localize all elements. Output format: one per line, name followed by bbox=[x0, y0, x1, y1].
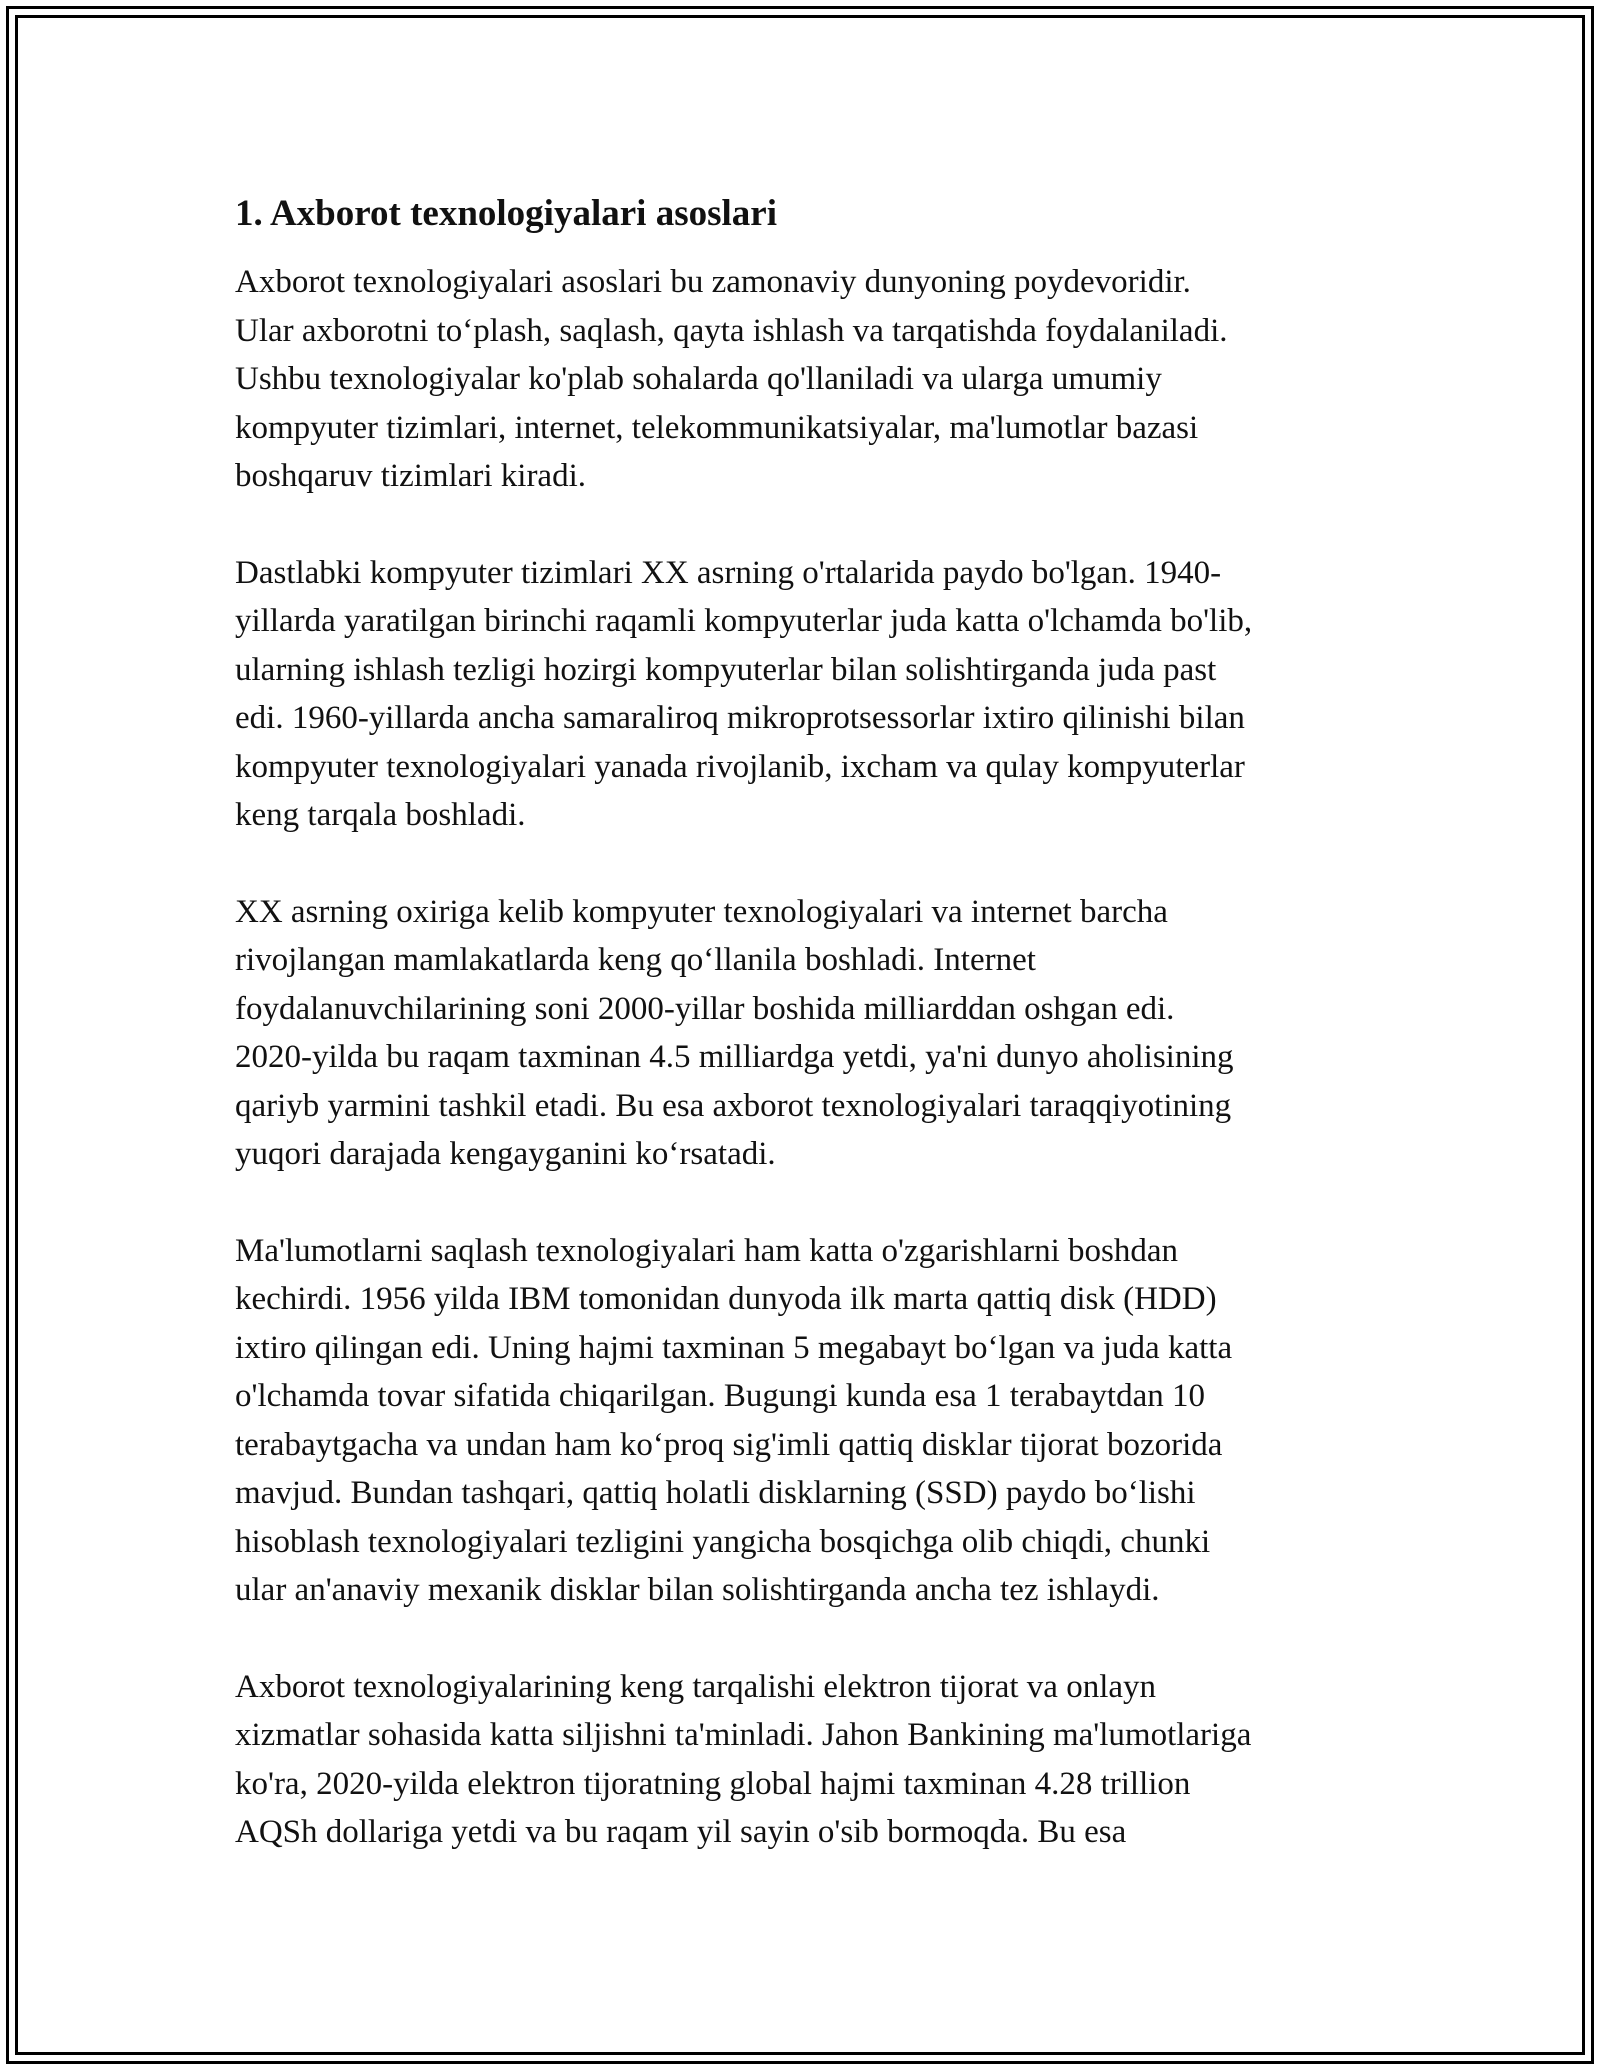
paragraph-line: Ma'lumotlarni saqlash texnologiyalari ham katta o'zgarishlarni boshdan bbox=[235, 1232, 1178, 1269]
paragraph-line: 2020-yilda bu raqam taxminan 4.5 milliardga yetdi, ya'ni dunyo aholisining bbox=[235, 1039, 1234, 1075]
paragraph-line: kechirdi. 1956 yilda IBM tomonidan dunyoda ilk marta qattiq disk (HDD) bbox=[235, 1281, 1217, 1317]
paragraph-line: boshqaruv tizimlari kiradi. bbox=[235, 458, 586, 494]
paragraph-line: Ushbu texnologiyalar ko'plab sohalarda qo'llaniladi va ularga umumiy bbox=[235, 361, 1162, 397]
paragraph-line: Axborot texnologiyalari asoslari bu zamonaviy dunyoning poydevoridir. bbox=[235, 264, 1191, 300]
paragraph-line: foydalanuvchilarining soni 2000-yillar boshida milliarddan oshgan edi. bbox=[235, 990, 1175, 1027]
paragraph-line: mavjud. Bundan tashqari, qattiq holatli disklarning (SSD) paydo bo‘lishi bbox=[235, 1475, 1196, 1511]
paragraph-line: kompyuter texnologiyalari yanada rivojlanib, ixcham va qulay kompyuterlar bbox=[235, 748, 1245, 785]
paragraph-line: Dastlabki kompyuter tizimlari XX asrning o'rtalarida paydo bo'lgan. 1940- bbox=[235, 554, 1222, 591]
paragraph-line: keng tarqala boshladi. bbox=[235, 797, 526, 833]
paragraph-line: XX asrning oxiriga kelib kompyuter texnologiyalari va internet barcha bbox=[235, 893, 1168, 930]
paragraph-line: Ular axborotni to‘plash, saqlash, qayta ishlash va tarqatishda foydalaniladi. bbox=[235, 312, 1228, 349]
paragraph-3 bbox=[235, 888, 1375, 1179]
paragraph-line: ular an'anaviy mexanik disklar bilan solishtirganda ancha tez ishlaydi. bbox=[235, 1572, 1160, 1608]
paragraph-1 bbox=[235, 258, 1375, 501]
paragraph-line: yillarda yaratilgan birinchi raqamli kompyuterlar juda katta o'lchamda bo'lib, bbox=[235, 603, 1253, 639]
paragraph-4 bbox=[235, 1227, 1375, 1615]
paragraph-line: terabaytgacha va undan ham ko‘proq sig'imli qattiq disklar tijorat bozorida bbox=[235, 1426, 1223, 1463]
paragraph-line: Axborot texnologiyalarining keng tarqalishi elektron tijorat va onlayn bbox=[235, 1668, 1157, 1705]
paragraph-line: qariyb yarmini tashkil etadi. Bu esa axborot texnologiyalari taraqqiyotining bbox=[235, 1087, 1232, 1124]
paragraph-line: yuqori darajada kengayganini ko‘rsatadi. bbox=[235, 1136, 776, 1172]
paragraph-line: AQSh dollariga yetdi va bu raqam yil sayin o'sib bormoqda. Bu esa bbox=[235, 1814, 1127, 1850]
paragraph-line: kompyuter tizimlari, internet, telekommunikatsiyalar, ma'lumotlar bazasi bbox=[235, 409, 1199, 446]
paragraph-line: ixtiro qilingan edi. Uning hajmi taxminan 5 megabayt bo‘lgan va juda katta bbox=[235, 1329, 1233, 1366]
paragraph-2 bbox=[235, 549, 1375, 840]
paragraph-line: hisoblash texnologiyalari tezligini yangicha bosqichga olib chiqdi, chunki bbox=[235, 1523, 1211, 1560]
paragraph-line: ko'ra, 2020-yilda elektron tijoratning global hajmi taxminan 4.28 trillion bbox=[235, 1765, 1191, 1802]
section-heading: 1. Axborot texnologiyalari asoslari bbox=[235, 193, 777, 234]
paragraph-line: ularning ishlash tezligi hozirgi kompyuterlar bilan solishtirganda juda past bbox=[235, 651, 1217, 688]
paragraph-line: xizmatlar sohasida katta siljishni ta'minladi. Jahon Bankining ma'lumotlariga bbox=[235, 1717, 1252, 1753]
paragraph-line: o'lchamda tovar sifatida chiqarilgan. Bugungi kunda esa 1 terabaytdan 10 bbox=[235, 1378, 1205, 1414]
paragraph-line: edi. 1960-yillarda ancha samaraliroq mikroprotsessorlar ixtiro qilinishi bilan bbox=[235, 700, 1245, 736]
paragraph-5 bbox=[235, 1663, 1375, 1857]
paragraph-line: rivojlangan mamlakatlarda keng qo‘llanila boshladi. Internet bbox=[235, 942, 1036, 978]
document-body bbox=[235, 190, 1375, 1905]
